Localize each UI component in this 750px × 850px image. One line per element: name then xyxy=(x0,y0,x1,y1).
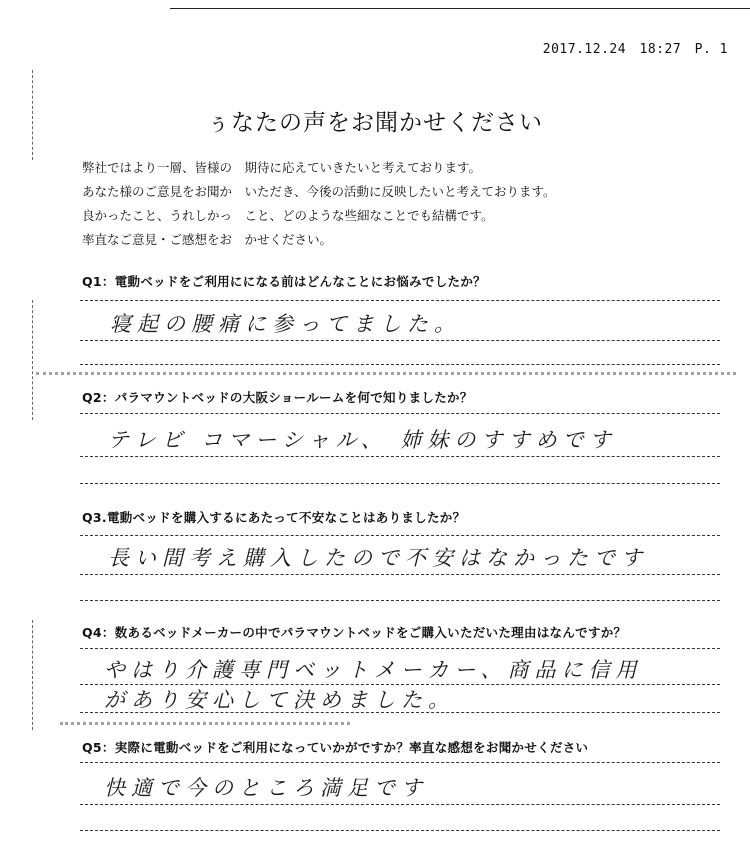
answer-4-text-line-2: があり安心して決めました。 xyxy=(104,688,455,712)
scan-margin-mark xyxy=(32,620,33,730)
answer-rule xyxy=(80,712,720,713)
scan-noise-band xyxy=(60,722,350,725)
answer-rule xyxy=(80,574,720,575)
answer-rule xyxy=(80,535,720,536)
question-5-label: Q5：実際に電動ベッドをご利用になっていかがですか？率直な感想をお聞かせください xyxy=(82,740,589,755)
answer-rule xyxy=(80,364,720,365)
answer-rule xyxy=(80,456,720,457)
answer-rule xyxy=(80,340,720,341)
question-4-label: Q4：数あるベッドメーカーの中でパラマウントベッドをご購入いただいた理由はなんですか？ xyxy=(82,625,627,640)
answer-rule xyxy=(80,300,720,301)
intro-paragraph xyxy=(82,156,556,252)
question-1-label: Q1：電動ベッドをご利用にになる前はどんなことにお悩みでしたか？ xyxy=(82,274,486,289)
fax-timestamp: 2017.12.24 18:27 P. 1 xyxy=(542,42,728,57)
answer-rule xyxy=(80,648,720,649)
answer-rule xyxy=(80,830,720,831)
scan-noise-band xyxy=(36,372,736,375)
question-3-label: Q3.電動ベッドを購入するにあたって不安なことはありましたか？ xyxy=(82,510,466,525)
intro-line: あなた様のご意見をお聞か いただき、今後の活動に反映したいと考えております。 xyxy=(82,184,556,199)
answer-rule xyxy=(80,413,720,414)
page-title: ぅなたの声をお聞かせください xyxy=(207,110,543,136)
answer-rule xyxy=(80,762,720,763)
answer-5-text: 快適で今のところ満足です xyxy=(104,776,428,800)
intro-line: 良かったこと、うれしかっ こと、どのような些細なことでも結構です。 xyxy=(82,208,494,223)
question-2-label: Q2：パラマウントベッドの大阪ショールームを何で知りましたか？ xyxy=(82,390,473,405)
fax-top-rule xyxy=(170,8,750,9)
scan-margin-mark xyxy=(32,300,33,420)
answer-rule xyxy=(80,804,720,805)
answer-1-text: 寝起の腰痛に参ってました。 xyxy=(110,312,461,336)
answer-rule xyxy=(80,600,720,601)
answer-rule xyxy=(80,483,720,484)
answer-3-text: 長い間考え購入したので不安はなかったです xyxy=(108,546,648,570)
intro-line: 率直なご意見・ご感想をお かせください。 xyxy=(82,232,333,247)
intro-line: 弊社ではより一層、皆様の 期待に応えていきたいと考えております。 xyxy=(82,160,482,175)
answer-2-text: テレビ コマーシャル、 姉妹のすすめです xyxy=(108,428,617,452)
answer-4-text-line-1: やはり介護専門ベットメーカー、商品に信用 xyxy=(104,658,643,682)
scan-margin-mark xyxy=(32,70,33,160)
